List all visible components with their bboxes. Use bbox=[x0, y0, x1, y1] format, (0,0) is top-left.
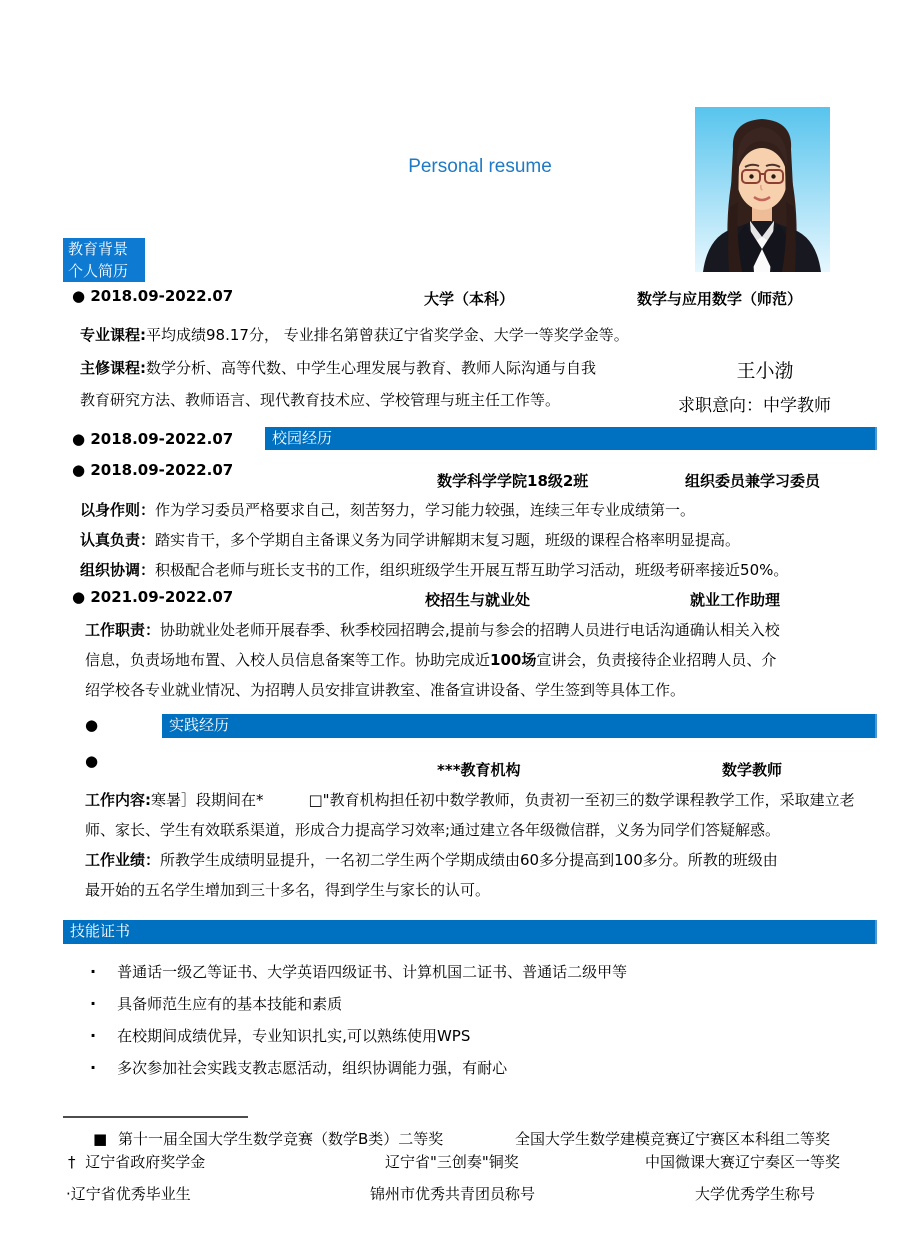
bullet-icon: ● bbox=[72, 461, 86, 479]
campus-point-1: 以身作则：作为学习委员严格要求自己，刻苦努力，学习能力较强，连续三年专业成绩第一。 bbox=[80, 501, 696, 519]
skill-item-1: · 普通话一级乙等证书、大学英语四级证书、计算机国二证书、普通话二级甲等 bbox=[90, 962, 628, 981]
skill-item-3: · 在校期间成绩优异，专业知识扎实,可以熟练使用WPS bbox=[90, 1026, 471, 1045]
practice-result-line1: 工作业绩：所教学生成绩明显提升，一名初二学生两个学期成绩由60多分提高到100多分。所教的班级由 bbox=[85, 851, 778, 869]
bullet-icon: ● bbox=[72, 588, 86, 606]
job-intention: 求职意向：中学教师 bbox=[678, 396, 831, 416]
award-row1-col1: ■ 第十一届全国大学生数学竞赛（数学B类）二等奖 bbox=[93, 1130, 444, 1148]
award-row2-col3: 中国微课大赛辽宁奏区一等奖 bbox=[645, 1153, 841, 1171]
campus-entry2-role: 就业工作助理 bbox=[690, 591, 781, 609]
course1-label: 专业课程: bbox=[80, 326, 146, 344]
practice-org: ***教育机构 bbox=[437, 761, 521, 779]
campus-duty-line2: 信息，负责场地布置、入校人员信息备案等工作。协助完成近100场宣讲会，负责接待企业招聘人员、介 bbox=[85, 651, 777, 669]
practice-bar-bullet bbox=[85, 716, 98, 734]
education-school: 大学（本科） bbox=[424, 290, 515, 308]
middot-icon: · bbox=[66, 1185, 71, 1203]
campus-point-2: 认真负责：踏实肯干，多个学期自主备课义务为同学讲解期末复习题，班级的课程合格率明显提高。 bbox=[80, 531, 741, 549]
dot-icon: · bbox=[90, 994, 97, 1013]
bullet-icon: ● bbox=[72, 287, 86, 305]
section-bar-skills-certificates: 技能证书 bbox=[63, 920, 877, 944]
education-course2: 主修课程:数学分析、高等代数、中学生心理发展与教育、教师人际沟通与自我 bbox=[80, 359, 597, 377]
dot-icon: · bbox=[90, 1026, 97, 1045]
square-bullet-icon: ■ bbox=[93, 1130, 108, 1148]
candidate-name: 王小渤 bbox=[736, 360, 794, 382]
education-period: ● 2018.09-2022.07 bbox=[72, 287, 234, 305]
award-row3-col3: 大学优秀学生称号 bbox=[695, 1185, 816, 1203]
campus-entry1-role: 组织委员兼学习委员 bbox=[685, 472, 821, 490]
dot-icon: · bbox=[90, 962, 97, 981]
footer-divider bbox=[63, 1116, 248, 1118]
award-row1-col2: 全国大学生数学建模竞赛辽宁赛区本科组二等奖 bbox=[515, 1130, 831, 1148]
course2-label: 主修课程: bbox=[80, 359, 146, 377]
bullet-icon: ● bbox=[85, 716, 99, 734]
skill-item-2: · 具备师范生应有的基本技能和素质 bbox=[90, 994, 343, 1013]
profile-photo bbox=[695, 107, 830, 272]
practice-result-line2: 最开始的五名学生增加到三十多名，得到学生与家长的认可。 bbox=[85, 881, 491, 899]
practice-role: 数学教师 bbox=[722, 761, 783, 779]
badge-education-background: 教育背景 bbox=[63, 238, 145, 260]
skill-item-4: · 多次参加社会实践支教志愿活动，组织协调能力强，有耐心 bbox=[90, 1058, 508, 1077]
campus-side-period: ● 2018.09-2022.07 bbox=[72, 430, 234, 448]
award-row2-col1: † 辽宁省政府奖学金 bbox=[68, 1153, 206, 1171]
award-row3-col2: 锦州市优秀共青团员称号 bbox=[370, 1185, 536, 1203]
practice-content-line1: 工作内容:寒暑］段期间在* □"教育机构担任初中数学教师，负责初一至初三的数学课程教学工作，采取建立老 bbox=[85, 791, 855, 809]
award-row2-col2: 辽宁省"三创奏"铜奖 bbox=[385, 1153, 519, 1171]
education-major: 数学与应用数学（师范） bbox=[637, 290, 803, 308]
bullet-icon: ● bbox=[85, 752, 99, 770]
portrait-photo-icon bbox=[695, 107, 830, 272]
education-course2-cont: 教育研究方法、教师语言、现代教育技术应、学校管理与班主任工作等。 bbox=[80, 391, 561, 409]
section-bar-campus-experience: 校园经历 bbox=[265, 427, 877, 450]
campus-entry2-org: 校招生与就业处 bbox=[425, 591, 531, 609]
campus-duty-line1: 工作职责：协助就业处老师开展春季、秋季校园招聘会,提前与参会的招聘人员进行电话沟通确认相关入校 bbox=[85, 621, 780, 639]
badge-personal-resume: 个人简历 bbox=[63, 260, 145, 282]
campus-duty-line3: 绍学校各专业就业情况、为招聘人员安排宣讲教室、准备宣讲设备、学生签到等具体工作。 bbox=[85, 681, 686, 699]
campus-entry2-period: ● 2021.09-2022.07 bbox=[72, 588, 234, 606]
award-row3-col1: ·辽宁省优秀毕业生 bbox=[66, 1185, 191, 1203]
practice-bullet bbox=[85, 752, 98, 770]
section-badges bbox=[63, 238, 145, 282]
page-title: Personal resume bbox=[408, 156, 552, 177]
campus-point-3: 组织协调：积极配合老师与班长支书的工作，组织班级学生开展互帮互助学习活动，班级考研率接近50%。 bbox=[80, 561, 789, 579]
education-course1: 专业课程:平均成绩98.17分， 专业排名第曾获辽宁省奖学金、大学一等奖学金等。 bbox=[80, 326, 629, 344]
bullet-icon: ● bbox=[72, 430, 86, 448]
campus-entry1-period: ● 2018.09-2022.07 bbox=[72, 461, 234, 479]
practice-content-line2: 师、家长、学生有效联系渠道，形成合力提高学习效率;通过建立各年级微信群，义务为同学们答疑解惑。 bbox=[85, 821, 781, 839]
section-bar-practice-experience: 实践经历 bbox=[162, 714, 877, 738]
dagger-icon: † bbox=[68, 1153, 76, 1171]
campus-entry1-org: 数学科学学院18级2班 bbox=[437, 472, 589, 490]
dot-icon: · bbox=[90, 1058, 97, 1077]
